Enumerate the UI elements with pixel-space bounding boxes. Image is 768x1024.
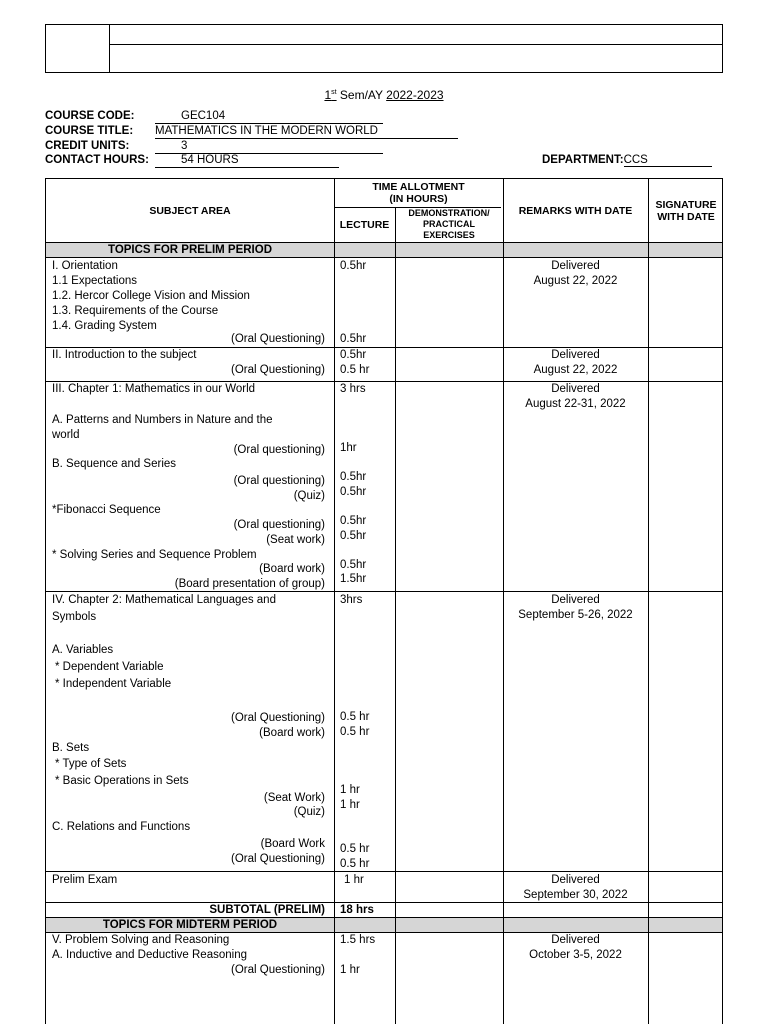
remark-date: August 22, 2022 (533, 364, 618, 376)
syllabus-table (45, 178, 723, 1024)
lecture-hours: 3 hrs (340, 383, 366, 395)
lecture-hours: 0.5hr (340, 559, 367, 571)
activity-line: (Quiz) (293, 490, 325, 502)
lecture-hours: 0.5hr (340, 333, 367, 345)
remark-date: September 30, 2022 (523, 889, 628, 901)
remark-date: August 22-31, 2022 (525, 398, 626, 410)
activity-line: (Board Work (260, 838, 325, 850)
department-value: CCS (624, 154, 712, 167)
topic-line: Symbols (52, 611, 97, 623)
remark-date: August 22, 2022 (533, 275, 618, 287)
subject-area-header: SUBJECT AREA (149, 205, 231, 217)
lecture-hours: 1.5hr (340, 573, 367, 585)
topic-line: * Independent Variable (55, 678, 172, 690)
activity-line: (Board work) (259, 563, 325, 575)
remark: Delivered (551, 934, 600, 946)
activity-line: (Board presentation of group) (174, 578, 325, 590)
activity-line: (Oral Questioning) (231, 364, 325, 376)
activity-line: (Oral Questioning) (231, 964, 325, 976)
lecture-hours: 0.5 hr (340, 858, 370, 870)
midterm-heading: TOPICS FOR MIDTERM PERIOD (102, 919, 278, 931)
lecture-hours: 0.5 hr (340, 711, 370, 723)
credit-units-value: 3 (155, 140, 383, 154)
time-allotment-header: TIME ALLOTMENT (IN HOURS) (372, 181, 465, 205)
topic-line: 1.1 Expectations (52, 275, 138, 287)
topic-line: II. Introduction to the subject (52, 349, 197, 361)
topic-line: B. Sequence and Series (52, 458, 177, 470)
subtotal-label: SUBTOTAL (PRELIM) (209, 904, 325, 916)
topic-line: V. Problem Solving and Reasoning (52, 934, 230, 946)
prelim-heading: TOPICS FOR PRELIM PERIOD (108, 244, 272, 256)
topic-line: 1.4. Grading System (52, 320, 157, 332)
lecture-hours: 0.5 hr (340, 843, 370, 855)
lecture-hours: 1 hr (340, 964, 360, 976)
lecture-hours: 1 hr (340, 784, 360, 796)
lecture-hours: 0.5hr (340, 486, 367, 498)
topic-line: Prelim Exam (52, 874, 118, 886)
topic-line: 1.3. Requirements of the Course (52, 305, 219, 317)
semester-line: 1st Sem/AY 2022-2023 (324, 88, 444, 102)
topic-line: IV. Chapter 2: Mathematical Languages and (52, 594, 276, 606)
remark: Delivered (551, 874, 600, 886)
lecture-hours: 0.5hr (340, 349, 367, 361)
remark: Delivered (551, 383, 600, 395)
topic-line: 1.2. Hercor College Vision and Mission (52, 290, 250, 302)
topic-line: A. Patterns and Numbers in Nature and the (52, 414, 273, 426)
topic-line: * Solving Series and Sequence Problem (52, 549, 257, 561)
lecture-hours: 1 hr (340, 799, 360, 811)
topic-line: * Type of Sets (55, 758, 127, 770)
activity-line: (Seat Work) (263, 792, 325, 804)
lecture-hours: 3hrs (340, 594, 363, 606)
topic-line: A. Inductive and Deductive Reasoning (52, 949, 247, 961)
topic-line: I. Orientation (52, 260, 118, 272)
activity-line: (Oral Questioning) (231, 333, 325, 345)
activity-line: (Oral questioning) (233, 444, 325, 456)
lecture-hours: 0.5hr (340, 471, 367, 483)
department-row: DEPARTMENT:CCS (542, 154, 712, 167)
activity-line: (Oral questioning) (233, 475, 325, 487)
activity-line: (Board work) (259, 727, 325, 739)
activity-line: (Quiz) (293, 806, 325, 818)
topic-line: world (52, 429, 80, 441)
lecture-hours: 1.5 hrs (340, 934, 376, 946)
remark: Delivered (551, 349, 600, 361)
topic-line: C. Relations and Functions (52, 821, 191, 833)
lecture-hours: 1 hr (344, 874, 364, 886)
header-box (45, 24, 723, 73)
demonstration-header: DEMONSTRATION/ PRACTICAL EXERCISES (408, 208, 490, 240)
topic-line: * Basic Operations in Sets (55, 775, 189, 787)
lecture-hours: 0.5 hr (340, 726, 370, 738)
remark-date: September 5-26, 2022 (518, 609, 633, 621)
lecture-header: LECTURE (339, 219, 390, 231)
contact-hours-value: 54 HOURS (155, 154, 339, 168)
course-code-value: GEC104 (155, 110, 383, 124)
lecture-hours: 0.5 hr (340, 364, 370, 376)
activity-line: (Seat work) (266, 534, 325, 546)
remark-date: October 3-5, 2022 (529, 949, 622, 961)
lecture-hours: 1hr (340, 442, 357, 454)
topic-line: *Fibonacci Sequence (52, 504, 161, 516)
signature-header: SIGNATURE WITH DATE (655, 199, 717, 223)
lecture-hours: 0.5hr (340, 515, 367, 527)
activity-line: (Oral Questioning) (231, 853, 325, 865)
activity-line: (Oral questioning) (233, 519, 325, 531)
activity-line: (Oral Questioning) (231, 712, 325, 724)
lecture-hours: 0.5hr (340, 530, 367, 542)
topic-line: III. Chapter 1: Mathematics in our World (52, 383, 256, 395)
topic-line: B. Sets (52, 742, 90, 754)
topic-line: * Dependent Variable (55, 661, 164, 673)
remark: Delivered (551, 594, 600, 606)
subtotal-value: 18 hrs (340, 904, 374, 916)
course-title-value: MATHEMATICS IN THE MODERN WORLD (155, 125, 458, 139)
remarks-header: REMARKS WITH DATE (518, 205, 633, 217)
topic-line: A. Variables (52, 644, 114, 656)
remark: Delivered (551, 260, 600, 272)
lecture-hours: 0.5hr (340, 260, 367, 272)
